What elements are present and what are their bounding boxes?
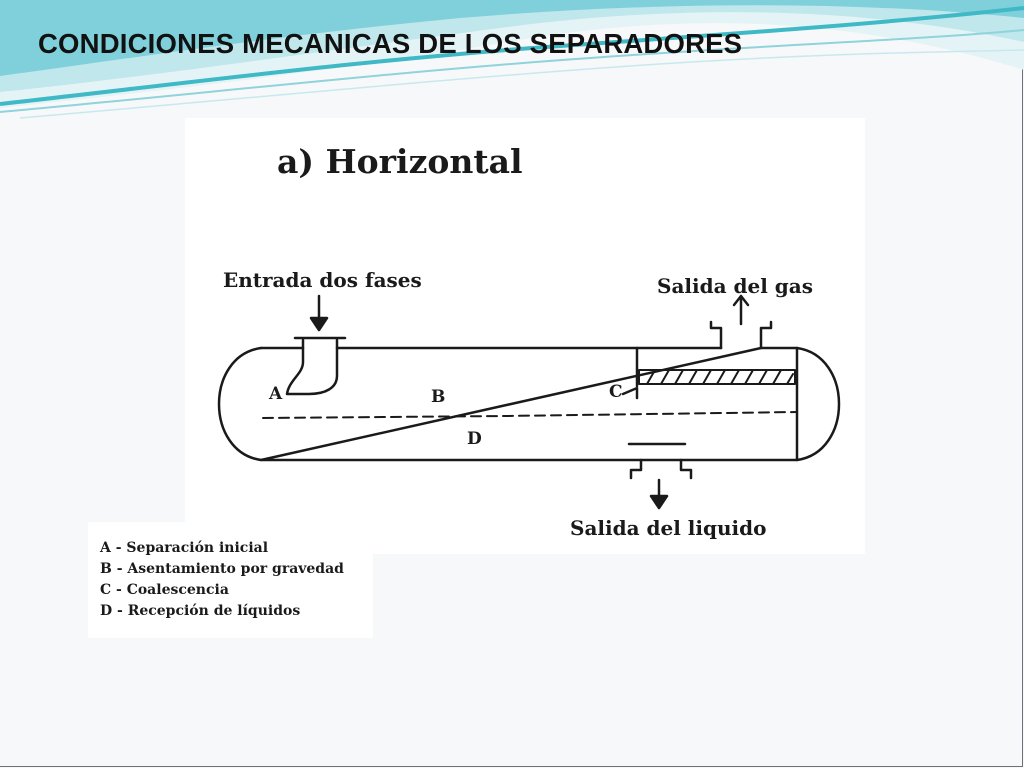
header-swoosh-decoration: [0, 0, 1024, 120]
legend-item-c: C - Coalescencia: [100, 582, 229, 598]
mist-extractor-hatch: [647, 370, 793, 384]
liquid-level-line: [263, 412, 797, 418]
gas-outlet-nozzle: [711, 322, 771, 348]
inlet-label: Entrada dos fases: [223, 268, 422, 292]
gas-arrow: [734, 296, 748, 324]
zone-legend: [88, 522, 373, 638]
right-head: [797, 348, 839, 460]
inlet-arrowhead: [311, 318, 327, 330]
figure-heading: a) Horizontal: [277, 142, 523, 181]
horizontal-separator-figure: [185, 118, 865, 554]
liquid-outlet-label: Salida del liquido: [570, 516, 767, 540]
legend-item-a: A - Separación inicial: [100, 540, 269, 556]
left-head: [219, 348, 261, 460]
liquid-arrowhead: [651, 496, 667, 508]
zone-label-b: B: [431, 387, 446, 407]
zone-label-c: C: [609, 382, 623, 402]
separator-diagram: [185, 118, 865, 554]
legend-item-b: B - Asentamiento por gravedad: [100, 561, 344, 577]
slide-title: CONDICIONES MECANICAS DE LOS SEPARADORES: [38, 28, 743, 59]
zone-label-a: A: [269, 384, 283, 404]
liquid-outlet-nozzle: [631, 460, 691, 478]
zone-label-d: D: [467, 429, 482, 449]
gas-outlet-label: Salida del gas: [657, 274, 813, 298]
coalescer-lip: [623, 388, 637, 398]
legend-item-d: D - Recepción de líquidos: [100, 603, 301, 619]
vessel-shell: [261, 348, 797, 460]
